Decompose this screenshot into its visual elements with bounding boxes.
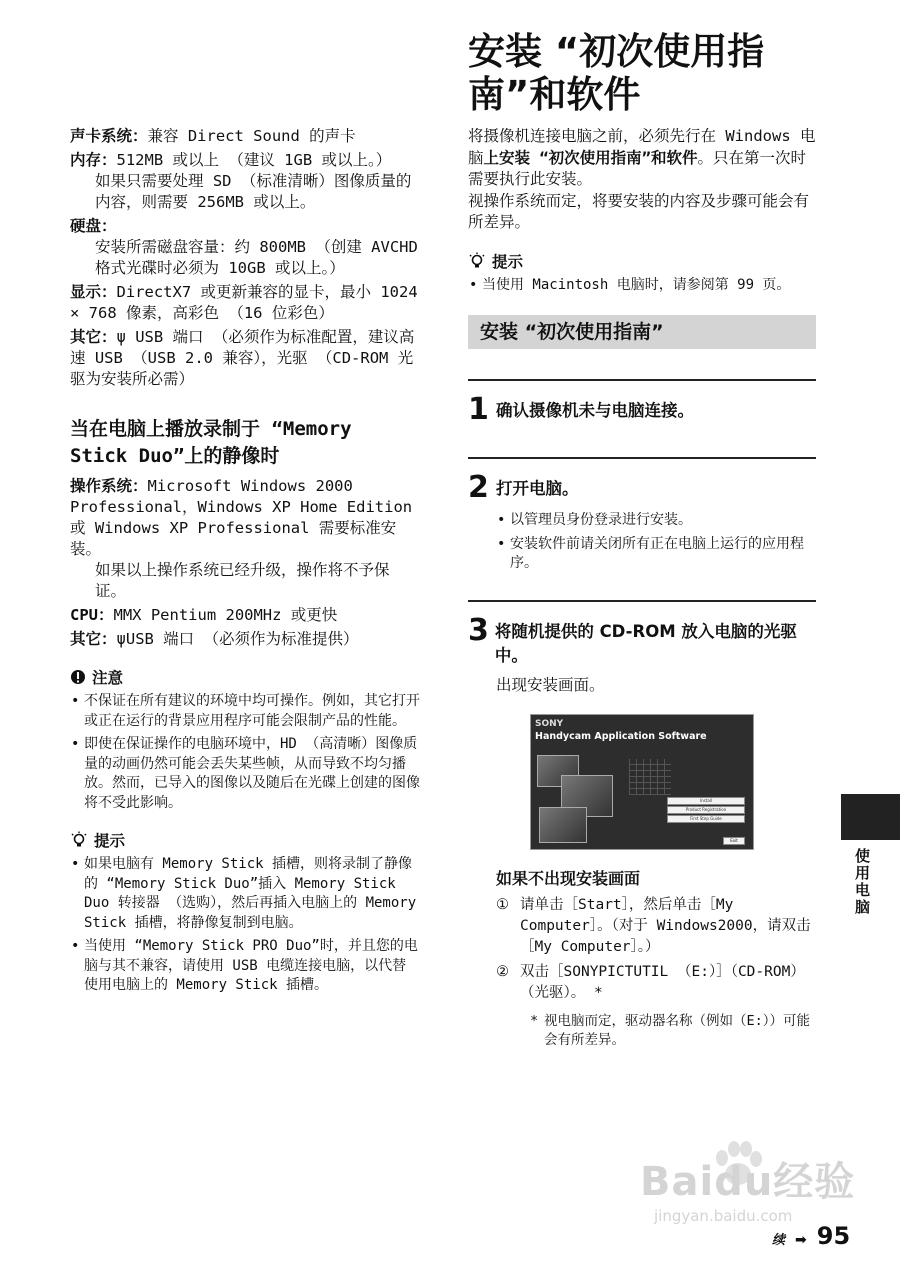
list-item: • 即使在保证操作的电脑环境中，HD （高清晰）图像质量的动画仍然可能会丢失某些帧，从而导致不均匀播放。然而，已导入的图像以及随后在光碟上创建的图像将不受此影响。 [70,735,420,813]
caution-title: 注意 [92,669,124,687]
spec-continuation: 安装所需磁盘容量：约 800MB （创建 AVCHD 格式光碟时必须为 10GB 或以上。） [95,238,418,277]
list-item: • 当使用 “Memory Stick PRO Duo”时，并且您的电脑与其不兼容，请使用 USB 电缆连接电脑，以代替使用电脑上的 Memory Stick 插槽。 [70,937,420,996]
watermark-url: jingyan.baidu.com [654,1207,793,1225]
intro-paragraph [468,126,816,191]
watermark [640,1150,855,1225]
spec-label: 内存： [70,151,117,169]
guide-button[interactable]: First Step Guide [667,815,745,823]
side-tab-block [841,794,900,840]
caution-list [70,692,420,813]
exit-button[interactable]: Exit [723,837,745,845]
footnote-mark: * [530,1012,539,1029]
tips-list [70,855,420,996]
continue-label: 续 [772,1233,786,1248]
usb-icon: ψ [116,630,126,648]
spec-text: Microsoft Windows 2000 Professional，Windows XP Home Edition 或 Windows XP Professional 需要标准安装。 [70,477,413,558]
side-tab-label: 使用电脑 [853,848,871,916]
list-item: • 以管理员身份登录进行安装。 [496,511,816,531]
spec-other-2 [70,629,420,650]
page-number: 95 [816,1222,851,1250]
spec-cpu [70,605,420,626]
spec-display [70,282,420,324]
arrow-right-icon: ➡ [795,1232,807,1248]
list-item: • 当使用 Macintosh 电脑时，请参阅第 99 页。 [468,276,816,296]
usb-icon: ψ [116,328,136,346]
watermark-brand: Baidu经验 [640,1159,856,1205]
spec-os [70,476,420,602]
intro-text: 将摄像机连接电脑之前，必须先行在 Windows 电脑 [468,127,816,167]
step-2-bullets [468,511,816,574]
spec-continuation: 如果只需要处理 SD （标准清晰）图像质量的内容，则需要 256MB 或以上。 [95,172,412,211]
spec-text: 兼容 Direct Sound 的声卡 [147,127,356,145]
step-text: 将随机提供的 CD-ROM 放入电脑的光驱中。 [494,621,797,665]
step-1 [468,379,816,427]
tip-title: 提示 [492,252,524,271]
app-title: Handycam Application Software [535,730,707,742]
section-subheading: 当在电脑上播放录制于 “Memory Stick Duo”上的静像时 [70,418,352,467]
registration-button[interactable]: Product Registration [667,806,745,814]
ifnot-step-text: 请单击［Start］，然后单击［My Computer］。（对于 Windows2000，请双击［My Computer］。） [520,896,811,955]
lightbulb-icon [468,252,486,270]
spec-text: DirectX7 或更新兼容的显卡，最小 1024 × 768 像素，高彩色 （16 位彩色） [70,283,418,322]
right-column [468,30,816,1051]
step-text: 确认摄像机未与电脑连接。 [496,401,694,420]
spec-text: 512MB 或以上 （建议 1GB 或以上。） [116,151,392,169]
spec-memory [70,150,420,213]
spec-label: 声卡系统： [70,127,148,145]
spec-text: MMX Pentium 200MHz 或更快 [113,606,338,624]
step-2 [468,457,816,574]
tips-title: 提示 [94,832,126,850]
list-item: • 安装软件前请关闭所有正在电脑上运行的应用程序。 [496,535,816,574]
lightbulb-icon [70,831,88,849]
installer-screenshot [530,714,754,850]
spec-continuation: 如果以上操作系统已经升级，操作将不予保证。 [95,561,390,600]
section-bar: 安装 “初次使用指南” [468,315,816,349]
footnote-text: 视电脑而定，驱动器名称（例如（E:））可能会有所差异。 [544,1012,811,1048]
circle-number: ① [496,896,509,913]
ifnot-heading: 如果不出现安装画面 [496,868,641,888]
sony-logo: SONY [535,718,564,729]
caution-heading [70,666,420,688]
intro-paragraph-2: 视操作系统而定，将要安装的内容及步骤可能会有所差异。 [468,191,810,231]
page-footer [772,1222,850,1250]
spec-sound [70,126,420,147]
list-item: • 如果电脑有 Memory Stick 插槽，则将录制了静像的 “Memory Stick Duo”插入 Memory Stick Duo 转接器 （选购），然后再插入电脑上的 Memory Stick 插槽，将静像复制到电脑。 [70,855,420,933]
left-column [70,126,420,1000]
spec-label: CPU： [70,606,114,624]
spec-text: USB 端口 （必须作为标准配置，建议高速 USB （USB 2.0 兼容），光驱 （CD-ROM 光驱为安装所必需） [70,328,415,388]
page-title: 安装 “初次使用指南”和软件 [468,30,765,116]
caution-icon [70,669,86,685]
install-button[interactable]: Install [667,797,745,805]
step-text: 打开电脑。 [496,479,579,498]
spec-harddisk [70,216,420,279]
footnote [530,1012,816,1051]
spec-other [70,327,420,390]
tip-heading [468,250,816,272]
intro-emphasis: 上安装 “初次使用指南”和软件 [483,148,698,167]
spec-label: 显示： [70,283,117,301]
list-item: • 不保证在所有建议的环境中均可操作。例如，其它打开或正在运行的背景应用程序可能会限制产品的性能。 [70,692,420,731]
calendar-grid [629,759,671,795]
spec-text: USB 端口 （必须作为标准提供） [125,630,359,648]
spec-label: 其它： [70,328,117,346]
spec-label: 其它： [70,630,117,648]
tips-heading [70,829,420,851]
circle-number: ② [496,963,509,980]
tip-list [468,276,816,296]
step-number: 1 [468,392,489,427]
ifnot-step-1 [496,895,816,958]
photo-thumbnail [539,807,587,843]
spec-label: 硬盘： [70,217,117,235]
ifnot-step-text: 双击［SONYPICTUTIL （E:）］（CD-ROM） （光驱）。 * [520,963,805,1001]
step-body: 出现安装画面。 [496,675,605,694]
step-number: 3 [468,612,489,648]
spec-label: 操作系统： [70,477,148,495]
step-3 [468,600,816,1051]
intro-text: 。只在第一次时需要执行此安装。 [468,148,807,188]
ifnot-step-2 [496,962,816,1004]
step-number: 2 [468,470,489,505]
